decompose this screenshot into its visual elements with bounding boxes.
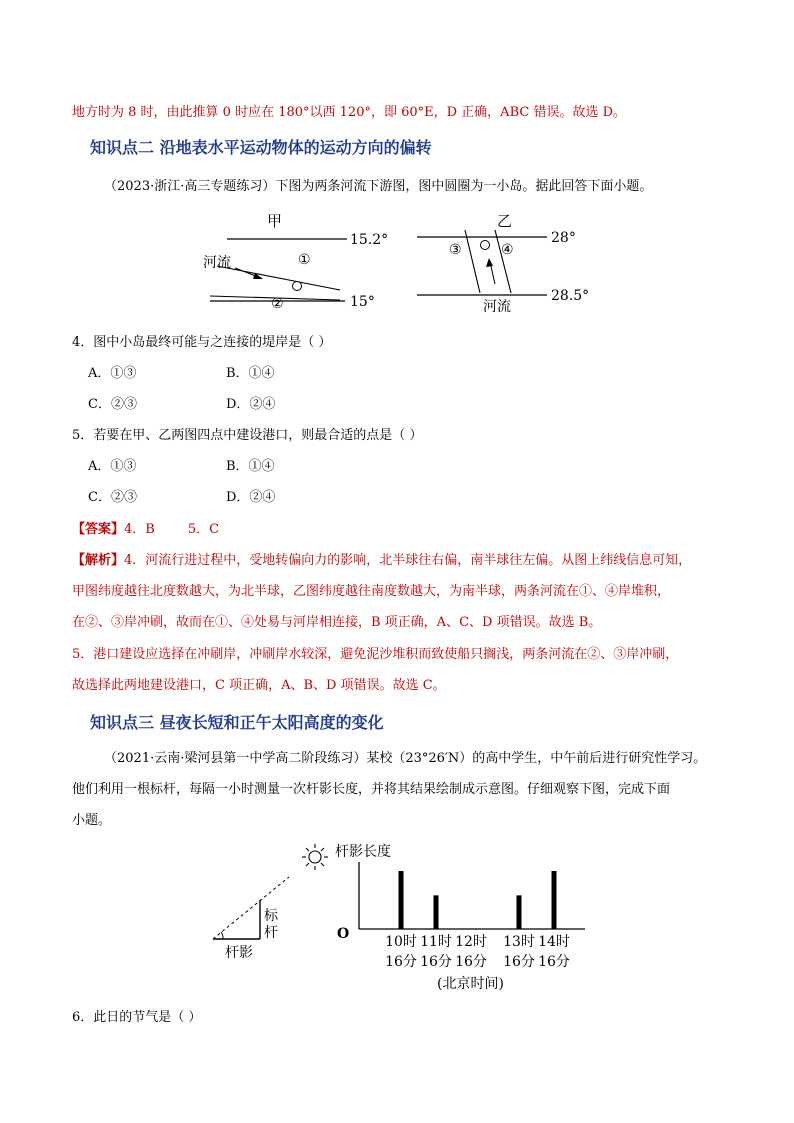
shadow-bar-1 xyxy=(399,871,404,929)
shadow-bar-2 xyxy=(434,895,439,929)
jia-lat-top: 15.2° xyxy=(350,232,389,248)
shadow-bars xyxy=(399,871,557,929)
jia-label: 甲 xyxy=(267,212,283,230)
tick-minute-1: 16分 xyxy=(385,954,417,970)
tick-minute-5: 16分 xyxy=(538,954,570,970)
yi-lat-bottom: 28.5° xyxy=(551,288,590,304)
axis-note: (北京时间) xyxy=(437,976,504,992)
tick-hour-4: 13时 xyxy=(503,934,535,950)
question-source-3-line-3: 小题。 xyxy=(72,813,112,828)
question-5-stem: 5．若要在甲、乙两图四点中建设港口，则最合适的点是（ ） xyxy=(72,428,423,443)
pole-shadow-figure xyxy=(205,840,605,995)
q5-option-d: D．②④ xyxy=(226,490,276,505)
q4-option-b: B．①④ xyxy=(226,366,275,381)
tick-minute-4: 16分 xyxy=(503,954,535,970)
tick-hour-5: 14时 xyxy=(538,934,570,950)
section-heading-3: 知识点三 昼夜长短和正午太阳高度的变化 xyxy=(90,713,384,732)
y-axis-label: 杆影长度 xyxy=(335,844,391,860)
analysis-label: 【解析】 xyxy=(72,553,125,568)
q4-option-a: A．①③ xyxy=(88,366,137,381)
question-source-2: （2023·浙江·高三专题练习）下图为两条河流下游图，图中圆圈为一小岛。据此回答下面小题。 xyxy=(104,179,653,194)
q5-option-c: C．②③ xyxy=(88,490,137,505)
yi-island xyxy=(481,241,490,250)
yi-river-label: 河流 xyxy=(483,299,511,315)
analysis-text-1: 4．河流行进过程中，受地转偏向力的影响，北半球往右偏，南半球往左偏。从图上纬线信息可知， xyxy=(124,553,692,568)
river-figure xyxy=(195,208,605,318)
section-heading-2: 知识点二 沿地表水平运动物体的运动方向的偏转 xyxy=(90,138,432,157)
q4-option-c: C．②③ xyxy=(88,397,137,412)
yi-lat-top: 28° xyxy=(551,230,576,246)
question-source-3-line-1: （2021·云南·梁河县第一中学高二阶段练习）某校（23°26′N）的高中学生，中午前后进行研究性学习。 xyxy=(104,751,707,766)
analysis-line-5: 故选择此两地建设港口，C 项正确，A、B、D 项错误。故选 C。 xyxy=(72,678,446,693)
pole-label-2: 杆 xyxy=(264,925,278,941)
tick-minute-3: 16分 xyxy=(455,954,487,970)
sun-angle-arc xyxy=(221,932,223,939)
answer-text: 4．B 5．C xyxy=(124,522,220,537)
tick-minute-2: 16分 xyxy=(420,954,452,970)
sun-icon xyxy=(302,844,328,870)
yi-bank-right xyxy=(495,230,511,293)
yi-mark-4: ④ xyxy=(501,242,514,258)
jia-island xyxy=(293,282,302,291)
jia-river-label: 河流 xyxy=(203,255,231,271)
yi-bank-left xyxy=(465,230,480,293)
q4-option-d: D．②④ xyxy=(226,397,276,412)
tick-hour-2: 11时 xyxy=(420,934,452,950)
answer-label: 【答案】 xyxy=(72,522,125,537)
analysis-line-4: 5．港口建设应选择在冲刷岸，冲刷岸水较深，避免泥沙堆积而致使船只搁浅，两条河流在②、③岸冲刷， xyxy=(72,647,679,662)
jia-bank-upper xyxy=(217,266,340,290)
question-6-stem: 6．此日的节气是（ ） xyxy=(72,1010,202,1025)
yi-mark-3: ③ xyxy=(449,242,462,258)
shadow-label: 杆影 xyxy=(225,945,253,961)
analysis-line-2: 甲图纬度越往北度数越大，为北半球，乙图纬度越往南度数越大，为南半球，两条河流在①、④岸堆积， xyxy=(72,584,671,599)
jia-lat-bottom: 15° xyxy=(350,294,375,310)
origin-label: O xyxy=(337,926,350,942)
yi-arrowhead xyxy=(486,258,493,267)
yi-label: 乙 xyxy=(497,212,513,230)
tick-hour-3: 12时 xyxy=(455,934,487,950)
tick-hour-1: 10时 xyxy=(385,934,417,950)
question-source-3-line-2: 他们利用一根标杆，每隔一小时测量一次杆影长度，并将其结果绘制成示意图。仔细观察下图，完成下面 xyxy=(72,782,671,797)
jia-mark-1: ① xyxy=(298,252,311,268)
pole-label-1: 标 xyxy=(264,908,278,924)
time-tick-labels xyxy=(385,934,570,970)
shadow-bar-4 xyxy=(517,895,522,929)
shadow-bar-5 xyxy=(552,871,557,929)
analysis-line-1 xyxy=(72,549,691,568)
q5-option-b: B．①④ xyxy=(226,459,275,474)
jia-mark-2: ② xyxy=(271,296,284,312)
answer-block xyxy=(72,518,219,537)
prev-answer-line: 地方时为 8 时，由此推算 0 时应在 180°以西 120°，即 60°E，D 正确，ABC 错误。故选 D。 xyxy=(72,105,626,120)
question-4-stem: 4．图中小岛最终可能与之连接的堤岸是（ ） xyxy=(72,335,332,350)
analysis-line-3: 在②、③岸冲刷，故而在①、④处易与河岸相连接，B 项正确，A、C、D 项错误。故选 B。 xyxy=(72,615,602,630)
q5-option-a: A．①③ xyxy=(88,459,137,474)
